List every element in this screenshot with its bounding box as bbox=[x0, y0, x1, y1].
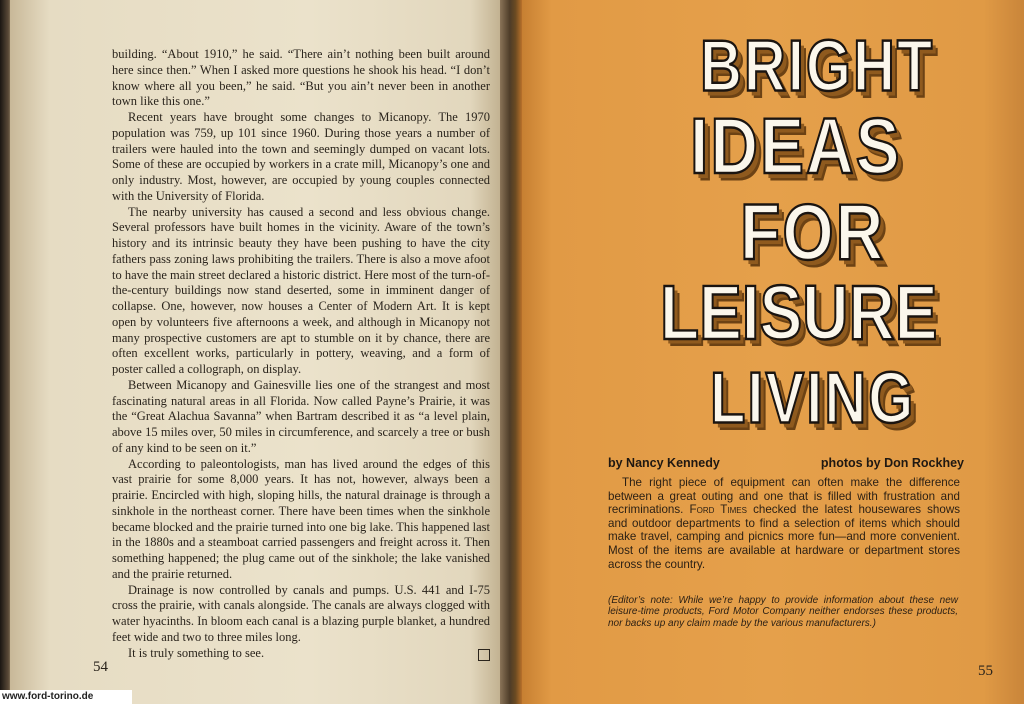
article-body-text bbox=[112, 47, 490, 661]
editor-note: (Editor’s note: While we’re happy to provide information about these new leisure-time products, Ford Motor Company neither endorses these products, nor backs up any claim made by the various manufacturers.) bbox=[608, 595, 958, 629]
photo-credit: photos by Don Rockhey bbox=[820, 456, 964, 470]
page-gutter bbox=[500, 0, 522, 704]
intro-text-end: checked the latest housewares shows and outdoor departments to find a selection of items which should make travel, camping and picnics more fun—and more convenient. Most of the items are available at hardware or department stores across the country. bbox=[608, 503, 960, 571]
title-line: FOR bbox=[740, 187, 886, 276]
intro-paragraph bbox=[608, 476, 960, 571]
intro-text bbox=[608, 476, 960, 571]
author-credit: by Nancy Kennedy bbox=[608, 456, 720, 470]
title-line: LIVING bbox=[710, 357, 916, 439]
intro-text-start: The right piece of equipment can often make the difference between a great outing and one that is filled with frustration and recriminations. bbox=[608, 476, 960, 517]
final-paragraph bbox=[112, 646, 490, 662]
paragraph: Between Micanopy and Gainesville lies one of the strangest and most fascinating natural areas in all Florida. Now called Payne’s Prairie, it was the “Great Alachua Savanna” when Bartram described it as “a level plain, above 15 miles over, 50 miles in circumference, and scarcely a tree or bush of any kind to be seen on it.” bbox=[112, 377, 490, 455]
closing-sentence: It is truly something to see. bbox=[128, 645, 265, 660]
end-mark-icon bbox=[478, 649, 490, 661]
magazine-name: Ford Times bbox=[689, 503, 747, 517]
paragraph: According to paleontologists, man has lived around the edges of this vast prairie for some 8,000 years. It has not, however, always been a prairie. Encircled with high, sloping hills, the natural drainage is through a sinkhole in the northeast corner. There have been times when the sinkhole became blocked and the prairie turned into one big lake. This happened last in the 1880s and a steamboat carried passengers and freight across it. Then something happened; the plug came out of the sinkhole; the lake vanished and the prairie returned. bbox=[112, 456, 490, 581]
paragraph: Recent years have brought some changes to Micanopy. The 1970 population was 759, up 101 since 1960. During those years a number of trailers were hauled into the town and seemingly dumped on vacant lots. Some of these are occupied by workers in a crate mill, Micanopy’s one and only industry. Most, however, are occupied by young couples connected with the University of Florida. bbox=[112, 110, 490, 203]
page-number-left: 54 bbox=[93, 659, 108, 675]
paragraph: The nearby university has caused a second and less obvious change. Several professors have built homes in the vicinity. Aware of the town’s history and its intrinsic beauty they have been pushing to have the city fathers pass zoning laws prohibiting the trailers. There is also a move afoot to have the main street declared a historic district. Here most of the turn-of-the-century buildings now stand deserted, some in imminent danger of collapse. One, however, now houses a Center of Modern Art. It is kept open by volunteers five afternoons a week, and although in Micanopy not many prospective customers are apt to stumble on it by chance, there are often excellent works, particularly in pottery, weaving, and a form of poster called a collograph, on display. bbox=[112, 204, 490, 376]
source-watermark: www.ford-torino.de bbox=[0, 690, 132, 704]
page-number-right: 55 bbox=[978, 663, 993, 679]
title-line: BRIGHT bbox=[700, 25, 935, 107]
paragraph: building. “About 1910,” he said. “There ain’t nothing been built around here since then.” When I asked more questions he shook his head. “I don’t know where all you been,” he said. “But you ain’t never been in another town like this one.” bbox=[112, 47, 490, 109]
paragraph: Drainage is now controlled by canals and pumps. U.S. 441 and I-75 cross the prairie, with canals alongside. The canals are always clogged with water hyacinths. In bloom each canal is a blazing purple blanket, a hundred feet wide and two to three miles long. bbox=[112, 582, 490, 644]
title-line: IDEAS bbox=[690, 101, 902, 190]
title-line: LEISURE bbox=[660, 269, 938, 356]
